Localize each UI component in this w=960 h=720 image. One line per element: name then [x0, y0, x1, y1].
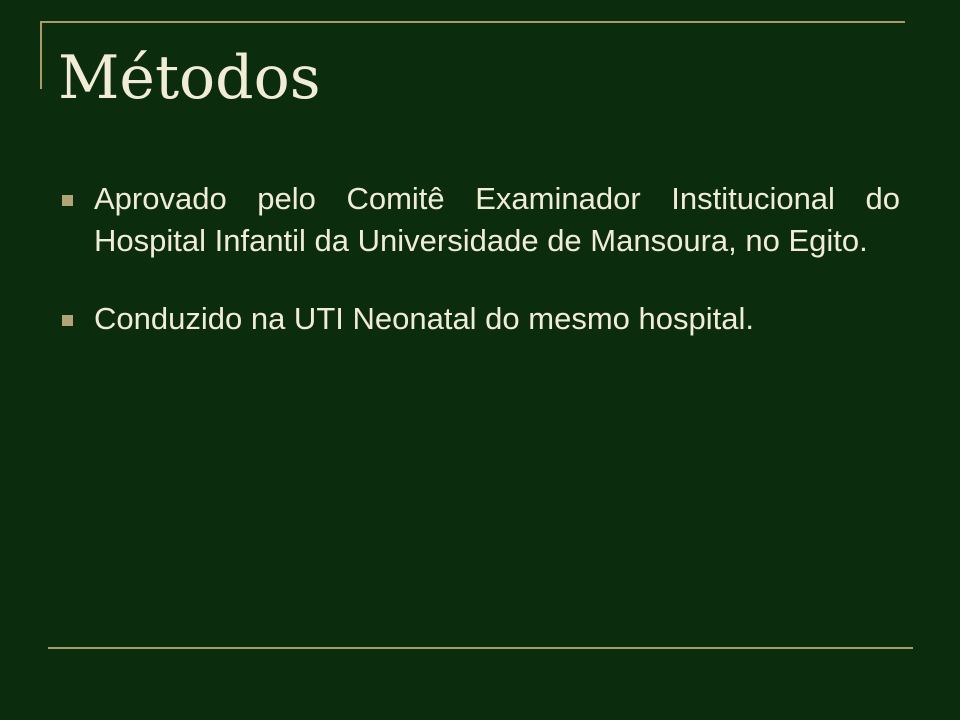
- bottom-rule: [48, 647, 913, 649]
- bullet-list: [60, 178, 900, 376]
- slide-title: Métodos: [58, 43, 321, 113]
- bullet-item: [60, 178, 900, 262]
- bullet-text: Conduzido na UTI Neonatal do mesmo hospital.: [94, 301, 754, 336]
- bullet-item: [60, 298, 900, 340]
- bullet-text: Aprovado pelo Comitê Examinador Institucional do Hospital Infantil da Universidade de Mansoura, no Egito.: [94, 181, 900, 258]
- square-bullet-icon: [62, 315, 73, 326]
- top-rule: [40, 21, 905, 23]
- square-bullet-icon: [62, 195, 73, 206]
- left-rule: [40, 21, 42, 89]
